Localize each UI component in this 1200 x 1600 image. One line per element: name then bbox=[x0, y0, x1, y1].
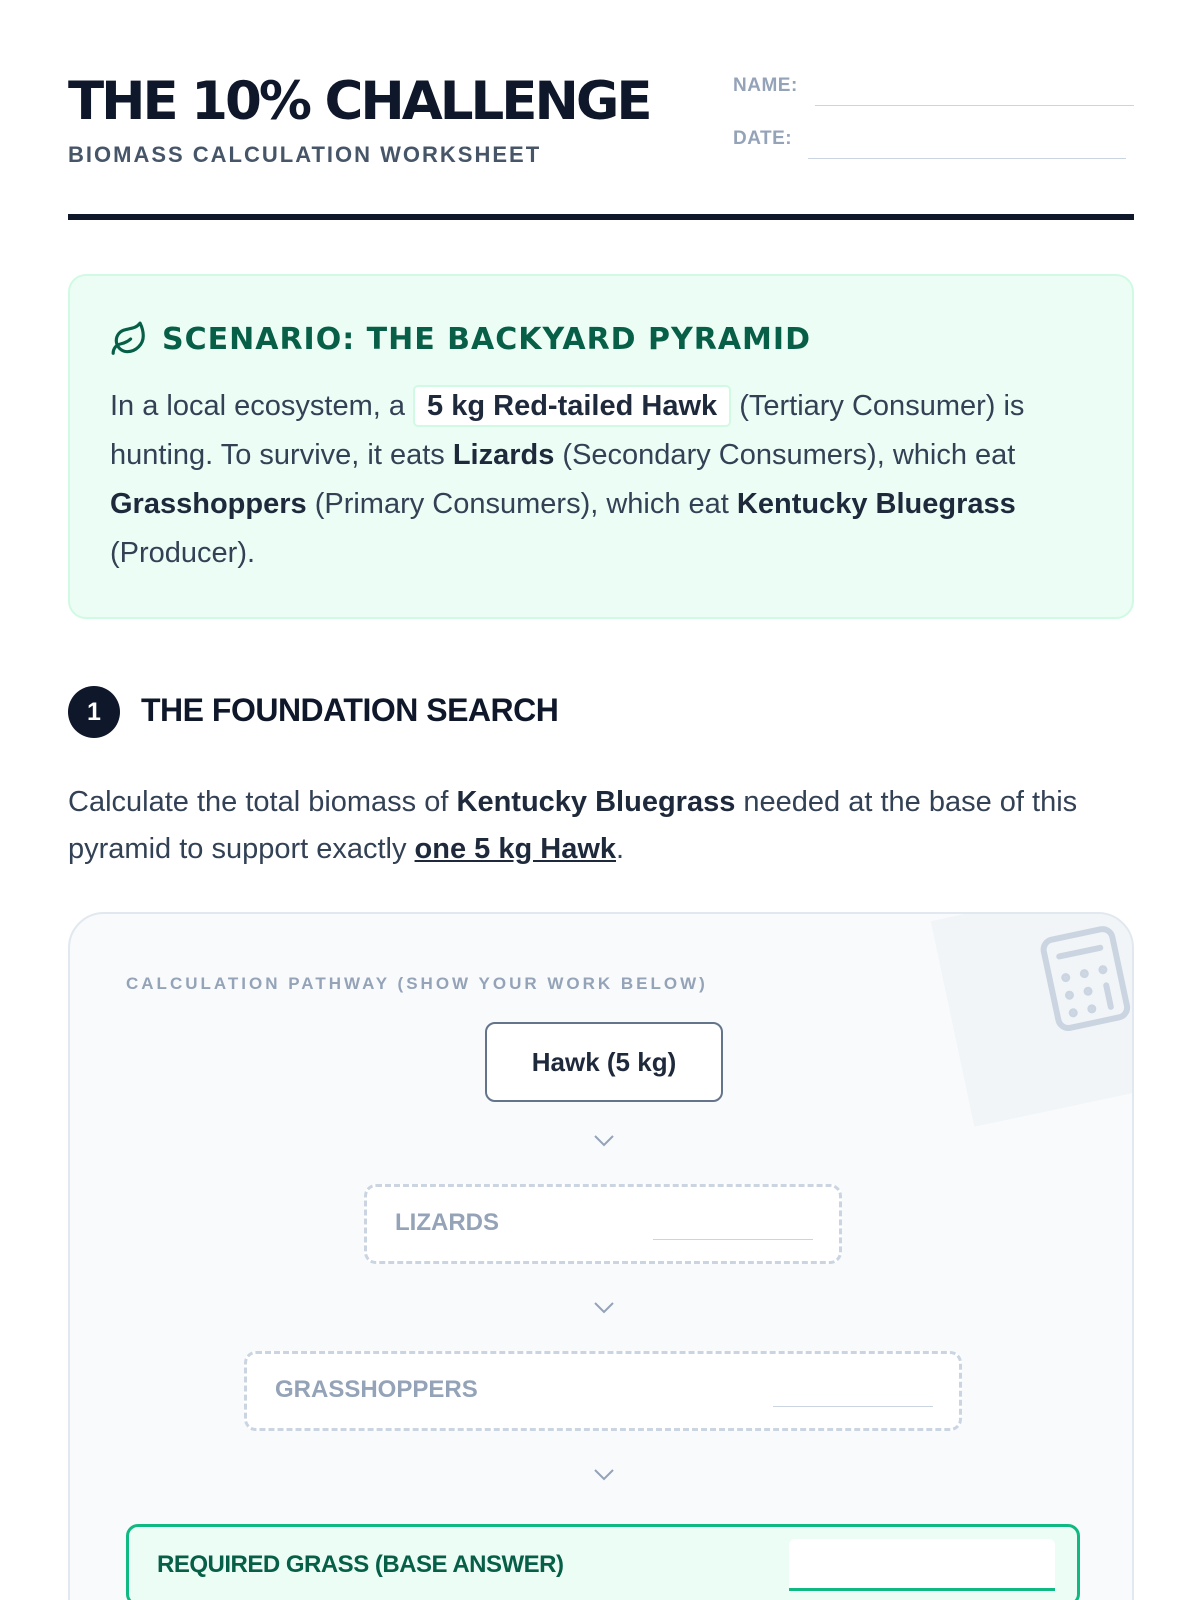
scenario-text-1: (Tertiary Consumer) is hunting. To survive, it eats bbox=[110, 390, 1025, 471]
pathway-label: CALCULATION PATHWAY (SHOW YOUR WORK BELOW) bbox=[126, 974, 708, 993]
page-title: THE 10% CHALLENGE bbox=[68, 71, 650, 132]
base-answer-box bbox=[126, 1524, 1080, 1600]
lizards-label: LIZARDS bbox=[395, 1209, 499, 1236]
section-instructions bbox=[68, 779, 1138, 873]
leaf-icon bbox=[110, 320, 148, 358]
calculator-icon bbox=[1028, 922, 1134, 1032]
calculation-card bbox=[68, 912, 1134, 1600]
grasshoppers-box bbox=[244, 1351, 962, 1431]
chevron-down-icon bbox=[592, 1301, 616, 1315]
section-title: THE FOUNDATION SEARCH bbox=[141, 692, 559, 728]
hawk-level-box: Hawk (5 kg) bbox=[485, 1022, 723, 1102]
page-subtitle: BIOMASS CALCULATION WORKSHEET bbox=[68, 142, 542, 167]
instruction-grass-term: Kentucky Bluegrass bbox=[456, 786, 736, 818]
scenario-text-2: (Secondary Consumers), which eat bbox=[562, 439, 1016, 471]
scenario-panel bbox=[68, 274, 1134, 619]
lizards-term: Lizards bbox=[452, 439, 555, 471]
scenario-text bbox=[110, 382, 1100, 578]
header-divider bbox=[68, 214, 1134, 220]
grass-term: Kentucky Bluegrass bbox=[736, 488, 1016, 520]
chevron-down-icon bbox=[592, 1468, 616, 1482]
instruction-hawk-term: one 5 kg Hawk bbox=[414, 833, 617, 865]
date-field[interactable] bbox=[808, 158, 1126, 159]
hawk-highlight: 5 kg Red-tailed Hawk bbox=[413, 385, 731, 427]
base-answer-input[interactable] bbox=[789, 1539, 1055, 1591]
instruction-period: . bbox=[616, 833, 625, 865]
chevron-down-icon bbox=[592, 1134, 616, 1148]
scenario-text-3: (Primary Consumers), which eat bbox=[314, 488, 729, 520]
instruction-text-1: Calculate the total biomass of bbox=[68, 786, 449, 818]
scenario-header bbox=[110, 320, 811, 358]
lizards-answer-input[interactable] bbox=[653, 1239, 813, 1240]
scenario-text-4: (Producer). bbox=[110, 537, 256, 569]
date-label: DATE: bbox=[733, 128, 793, 149]
name-field[interactable] bbox=[815, 105, 1134, 106]
instruction-text-2: needed at the base of this pyramid to support exactly bbox=[68, 786, 1078, 865]
section-number-badge: 1 bbox=[68, 686, 120, 738]
scenario-title: SCENARIO: THE BACKYARD PYRAMID bbox=[162, 321, 811, 357]
lizards-box bbox=[364, 1184, 842, 1264]
worksheet-header bbox=[68, 70, 1134, 222]
grasshoppers-term: Grasshoppers bbox=[110, 488, 307, 520]
grasshoppers-label: GRASSHOPPERS bbox=[275, 1376, 478, 1403]
base-answer-label: REQUIRED GRASS (BASE ANSWER) bbox=[157, 1551, 564, 1578]
name-label: NAME: bbox=[733, 75, 798, 96]
scenario-intro: In a local ecosystem, a bbox=[110, 390, 405, 422]
grasshoppers-answer-input[interactable] bbox=[773, 1406, 933, 1407]
